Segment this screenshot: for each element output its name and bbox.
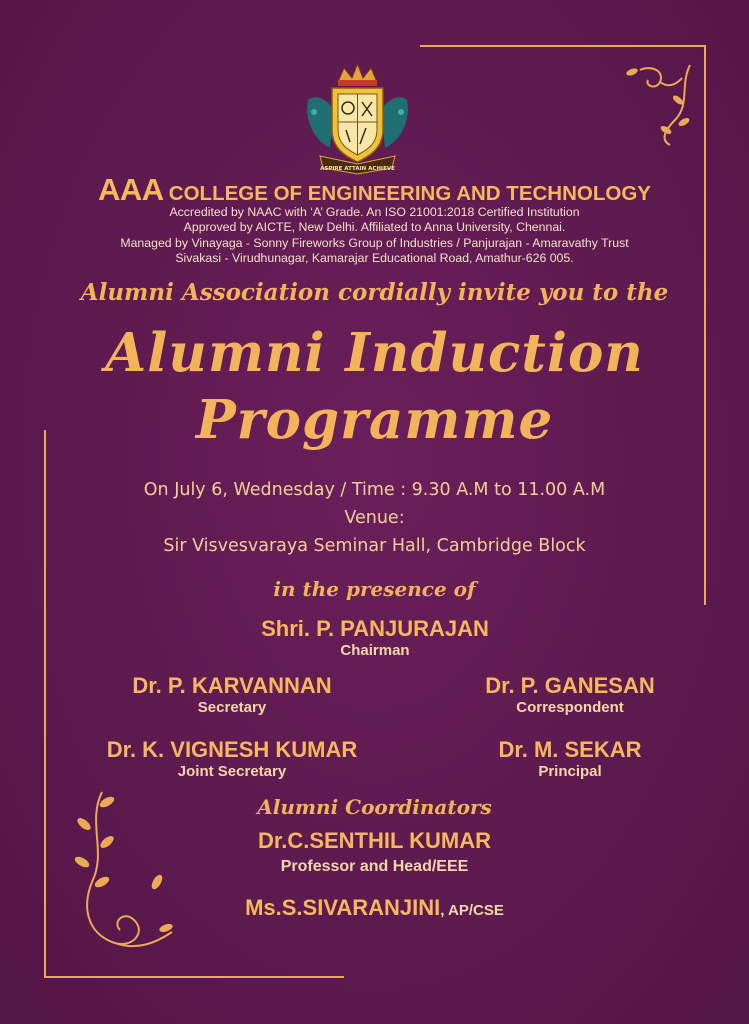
- joint-secretary-name: Dr. K. VIGNESH KUMAR: [106, 737, 358, 762]
- accreditation-line: Accredited by NAAC with ‘A’ Grade. An ISO 21001:2018 Certified Institution: [169, 205, 580, 219]
- venue-label: Venue:: [344, 508, 405, 528]
- coordinators-label: Alumni Coordinators: [257, 795, 492, 819]
- chairman-role: Chairman: [340, 642, 410, 659]
- correspondent-role: Correspondent: [516, 699, 624, 716]
- invite-text: Alumni Association cordially invite you to the: [80, 279, 669, 306]
- coordinator2-role: , AP/CSE: [440, 902, 504, 919]
- secretary-block: [82, 673, 382, 716]
- management-line: Managed by Vinayaga - Sonny Fireworks Group of Industries / Panjurajan - Amaravathy Trust: [120, 236, 629, 250]
- principal-block: [440, 737, 700, 780]
- coordinator1-name: Dr.C.SENTHIL KUMAR: [257, 828, 492, 853]
- event-date-time: On July 6, Wednesday / Time : 9.30 A.M to 11.00 A.M: [143, 480, 606, 500]
- college-name: COLLEGE OF ENGINEERING AND TECHNOLOGY: [168, 182, 651, 205]
- secretary-name: Dr. P. KARVANNAN: [132, 673, 332, 698]
- logo-motto: ASPIRE ATTAIN ACHIEVE: [320, 166, 395, 172]
- correspondent-block: [430, 673, 710, 716]
- joint-secretary-block: [62, 737, 402, 780]
- event-title-line2: Programme: [195, 389, 554, 451]
- principal-name: Dr. M. SEKAR: [498, 737, 642, 762]
- secretary-role: Secretary: [197, 699, 267, 716]
- college-title: [0, 172, 749, 208]
- chairman-block: [175, 616, 575, 659]
- joint-secretary-role: Joint Secretary: [177, 763, 287, 780]
- coordinator1-role: Professor and Head/EEE: [280, 858, 469, 875]
- coordinator2-name: Ms.S.SIVARANJINI: [245, 895, 441, 920]
- college-crest-icon: [300, 60, 415, 175]
- correspondent-name: Dr. P. GANESAN: [485, 673, 655, 698]
- address-line: Sivakasi - Virudhunagar, Kamarajar Educational Road, Amathur-626 005.: [175, 251, 574, 265]
- college-abbr: AAA: [98, 172, 164, 207]
- event-title-line1: Alumni Induction: [105, 322, 644, 384]
- floral-corner-icon: [620, 60, 700, 150]
- coordinator2: [0, 895, 749, 921]
- venue-text: Sir Visvesvaraya Seminar Hall, Cambridge Block: [163, 536, 586, 556]
- approval-line: Approved by AICTE, New Delhi. Affiliated to Anna University, Chennai.: [183, 220, 566, 234]
- frame-top-line: [420, 45, 706, 47]
- presence-label: in the presence of: [273, 577, 476, 601]
- frame-bottom-line: [44, 976, 344, 978]
- principal-role: Principal: [538, 763, 602, 780]
- chairman-name: Shri. P. PANJURAJAN: [261, 616, 489, 641]
